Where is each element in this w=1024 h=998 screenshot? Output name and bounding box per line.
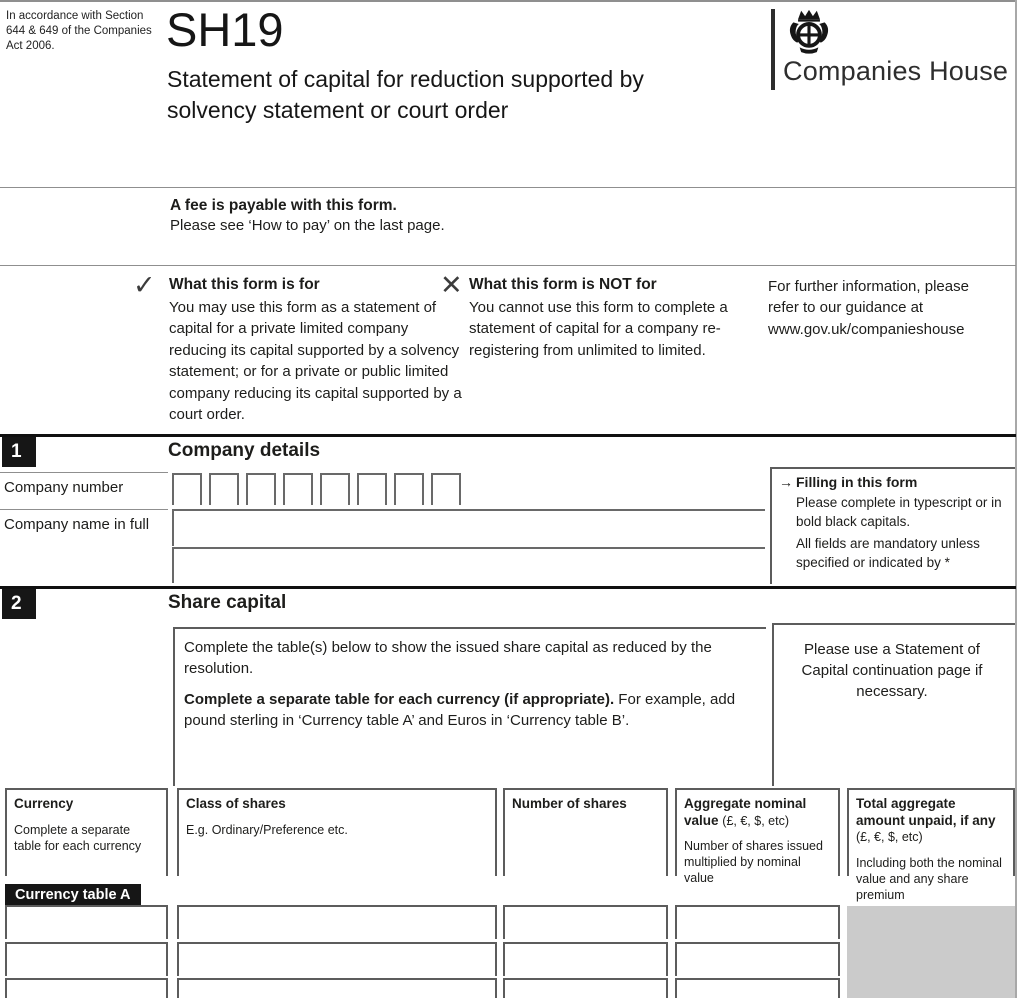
section1-bar — [0, 434, 1016, 437]
continuation-note-box — [772, 623, 1015, 786]
arrow-right-icon: → — [779, 474, 793, 490]
accordance-note: In accordance with Section 644 & 649 of the Companies Act 2006. — [6, 10, 152, 53]
row1-aggregate-cell[interactable] — [675, 905, 840, 939]
company-number-box-7[interactable] — [394, 473, 424, 505]
divider-line — [0, 187, 1016, 188]
currency-table-a-label: Currency table A — [5, 884, 141, 906]
company-number-box-3[interactable] — [246, 473, 276, 505]
header-cell-aggregate-nominal-value — [675, 788, 840, 885]
form-title-line1: Statement of capital for reduction supported by — [167, 66, 644, 92]
section2-bar — [0, 586, 1016, 589]
royal-crest-icon — [784, 8, 834, 54]
row3-aggregate-cell[interactable] — [675, 978, 840, 998]
total-column-sub: Including both the nominal value and any share premium — [856, 855, 1002, 902]
filling-note-body1: Please complete in typescript or in bold black capitals. — [796, 495, 1002, 529]
number-column-title: Number of shares — [512, 796, 627, 811]
class-column-title: Class of shares — [186, 796, 286, 811]
header-cell-total-unpaid — [847, 788, 1015, 902]
filling-note-heading: Filling in this form — [796, 474, 918, 490]
class-column-sub: E.g. Ordinary/Preference etc. — [186, 822, 348, 837]
companies-house-logo-text: Companies House — [783, 56, 1009, 86]
form-code: SH19 — [166, 3, 284, 56]
what-form-is-not-for-heading: What this form is NOT for — [469, 276, 657, 293]
what-form-is-not-for-body: You cannot use this form to complete a statement of capital for a company re-registering from unlimited to limited. — [469, 299, 728, 359]
row3-class-cell[interactable] — [177, 978, 497, 998]
filling-note-body2: All fields are mandatory unless specified or indicated by * — [796, 536, 980, 570]
company-number-box-4[interactable] — [283, 473, 313, 505]
row3-number-cell[interactable] — [503, 978, 668, 998]
section1-number: 1 — [2, 437, 36, 467]
row2-aggregate-cell[interactable] — [675, 942, 840, 976]
header-cell-class-of-shares — [177, 788, 497, 876]
total-column-title: Total aggregate amount unpaid, if any — [856, 796, 996, 828]
shaded-total-column — [847, 906, 1015, 998]
separator-line — [0, 509, 168, 510]
instruction-rest-text: For example, add pound sterling in ‘Currency table A’ and Euros in ‘Currency table B’. — [184, 691, 736, 729]
company-number-box-5[interactable] — [320, 473, 350, 505]
header-cell-number-of-shares — [503, 788, 668, 876]
company-name-label: Company name in full — [4, 516, 150, 533]
what-form-is-for-body: You may use this form as a statement of capital for a private limited company reducing its capital supported by a solvency statement; or for a private or public limited company reducing its capital supported by a court order. — [169, 299, 462, 424]
aggregate-column-title: Aggregate nominal value — [684, 796, 807, 828]
row3-currency-cell[interactable] — [5, 978, 168, 998]
separator-line — [0, 472, 168, 473]
guidance-note: For further information, please refer to our guidance at www.gov.uk/companieshouse — [768, 278, 969, 338]
row1-class-cell[interactable] — [177, 905, 497, 939]
check-icon: ✓ — [133, 270, 156, 300]
row2-currency-cell[interactable] — [5, 942, 168, 976]
section2-number: 2 — [2, 589, 36, 619]
instruction-paragraph2 — [184, 689, 758, 731]
fee-heading: A fee is payable with this form. — [170, 197, 397, 214]
section1-heading: Company details — [168, 440, 321, 461]
company-number-box-8[interactable] — [431, 473, 461, 505]
instruction-paragraph1: Complete the table(s) below to show the issued share capital as reduced by the resolution. — [184, 639, 712, 677]
row1-currency-cell[interactable] — [5, 905, 168, 939]
fee-subtext: Please see ‘How to pay’ on the last page. — [170, 217, 445, 234]
currency-column-title: Currency — [14, 796, 74, 811]
company-name-field-line2[interactable] — [172, 547, 765, 583]
filling-in-this-form-panel — [770, 467, 1015, 584]
company-name-field-line1[interactable] — [172, 509, 765, 546]
section2-heading: Share capital — [168, 592, 287, 613]
form-title — [167, 64, 644, 126]
share-capital-instructions-box — [173, 627, 766, 786]
company-number-label: Company number — [4, 479, 124, 496]
company-number-box-6[interactable] — [357, 473, 387, 505]
row2-number-cell[interactable] — [503, 942, 668, 976]
header-cell-currency — [5, 788, 168, 876]
row1-number-cell[interactable] — [503, 905, 668, 939]
aggregate-column-sub: Number of shares issued multiplied by nominal value — [684, 839, 823, 885]
divider-line — [0, 265, 1016, 266]
form-title-line2: solvency statement or court order — [167, 97, 509, 123]
instruction-bold-text: Complete a separate table for each currency (if appropriate). — [184, 691, 615, 708]
companies-house-logo-bar — [771, 9, 775, 90]
company-number-box-2[interactable] — [209, 473, 239, 505]
currency-column-sub: Complete a separate table for each currency — [14, 822, 142, 853]
page-right-border — [1015, 0, 1017, 998]
aggregate-column-note: (£, €, $, etc) — [722, 813, 789, 828]
company-number-box-1[interactable] — [172, 473, 202, 505]
total-column-note: (£, €, $, etc) — [856, 830, 923, 844]
row2-class-cell[interactable] — [177, 942, 497, 976]
what-form-is-for-heading: What this form is for — [169, 276, 320, 293]
cross-icon: ✕ — [440, 270, 463, 300]
continuation-note: Please use a Statement of Capital continuation page if necessary. — [801, 641, 983, 700]
page-top-border — [0, 0, 1016, 2]
